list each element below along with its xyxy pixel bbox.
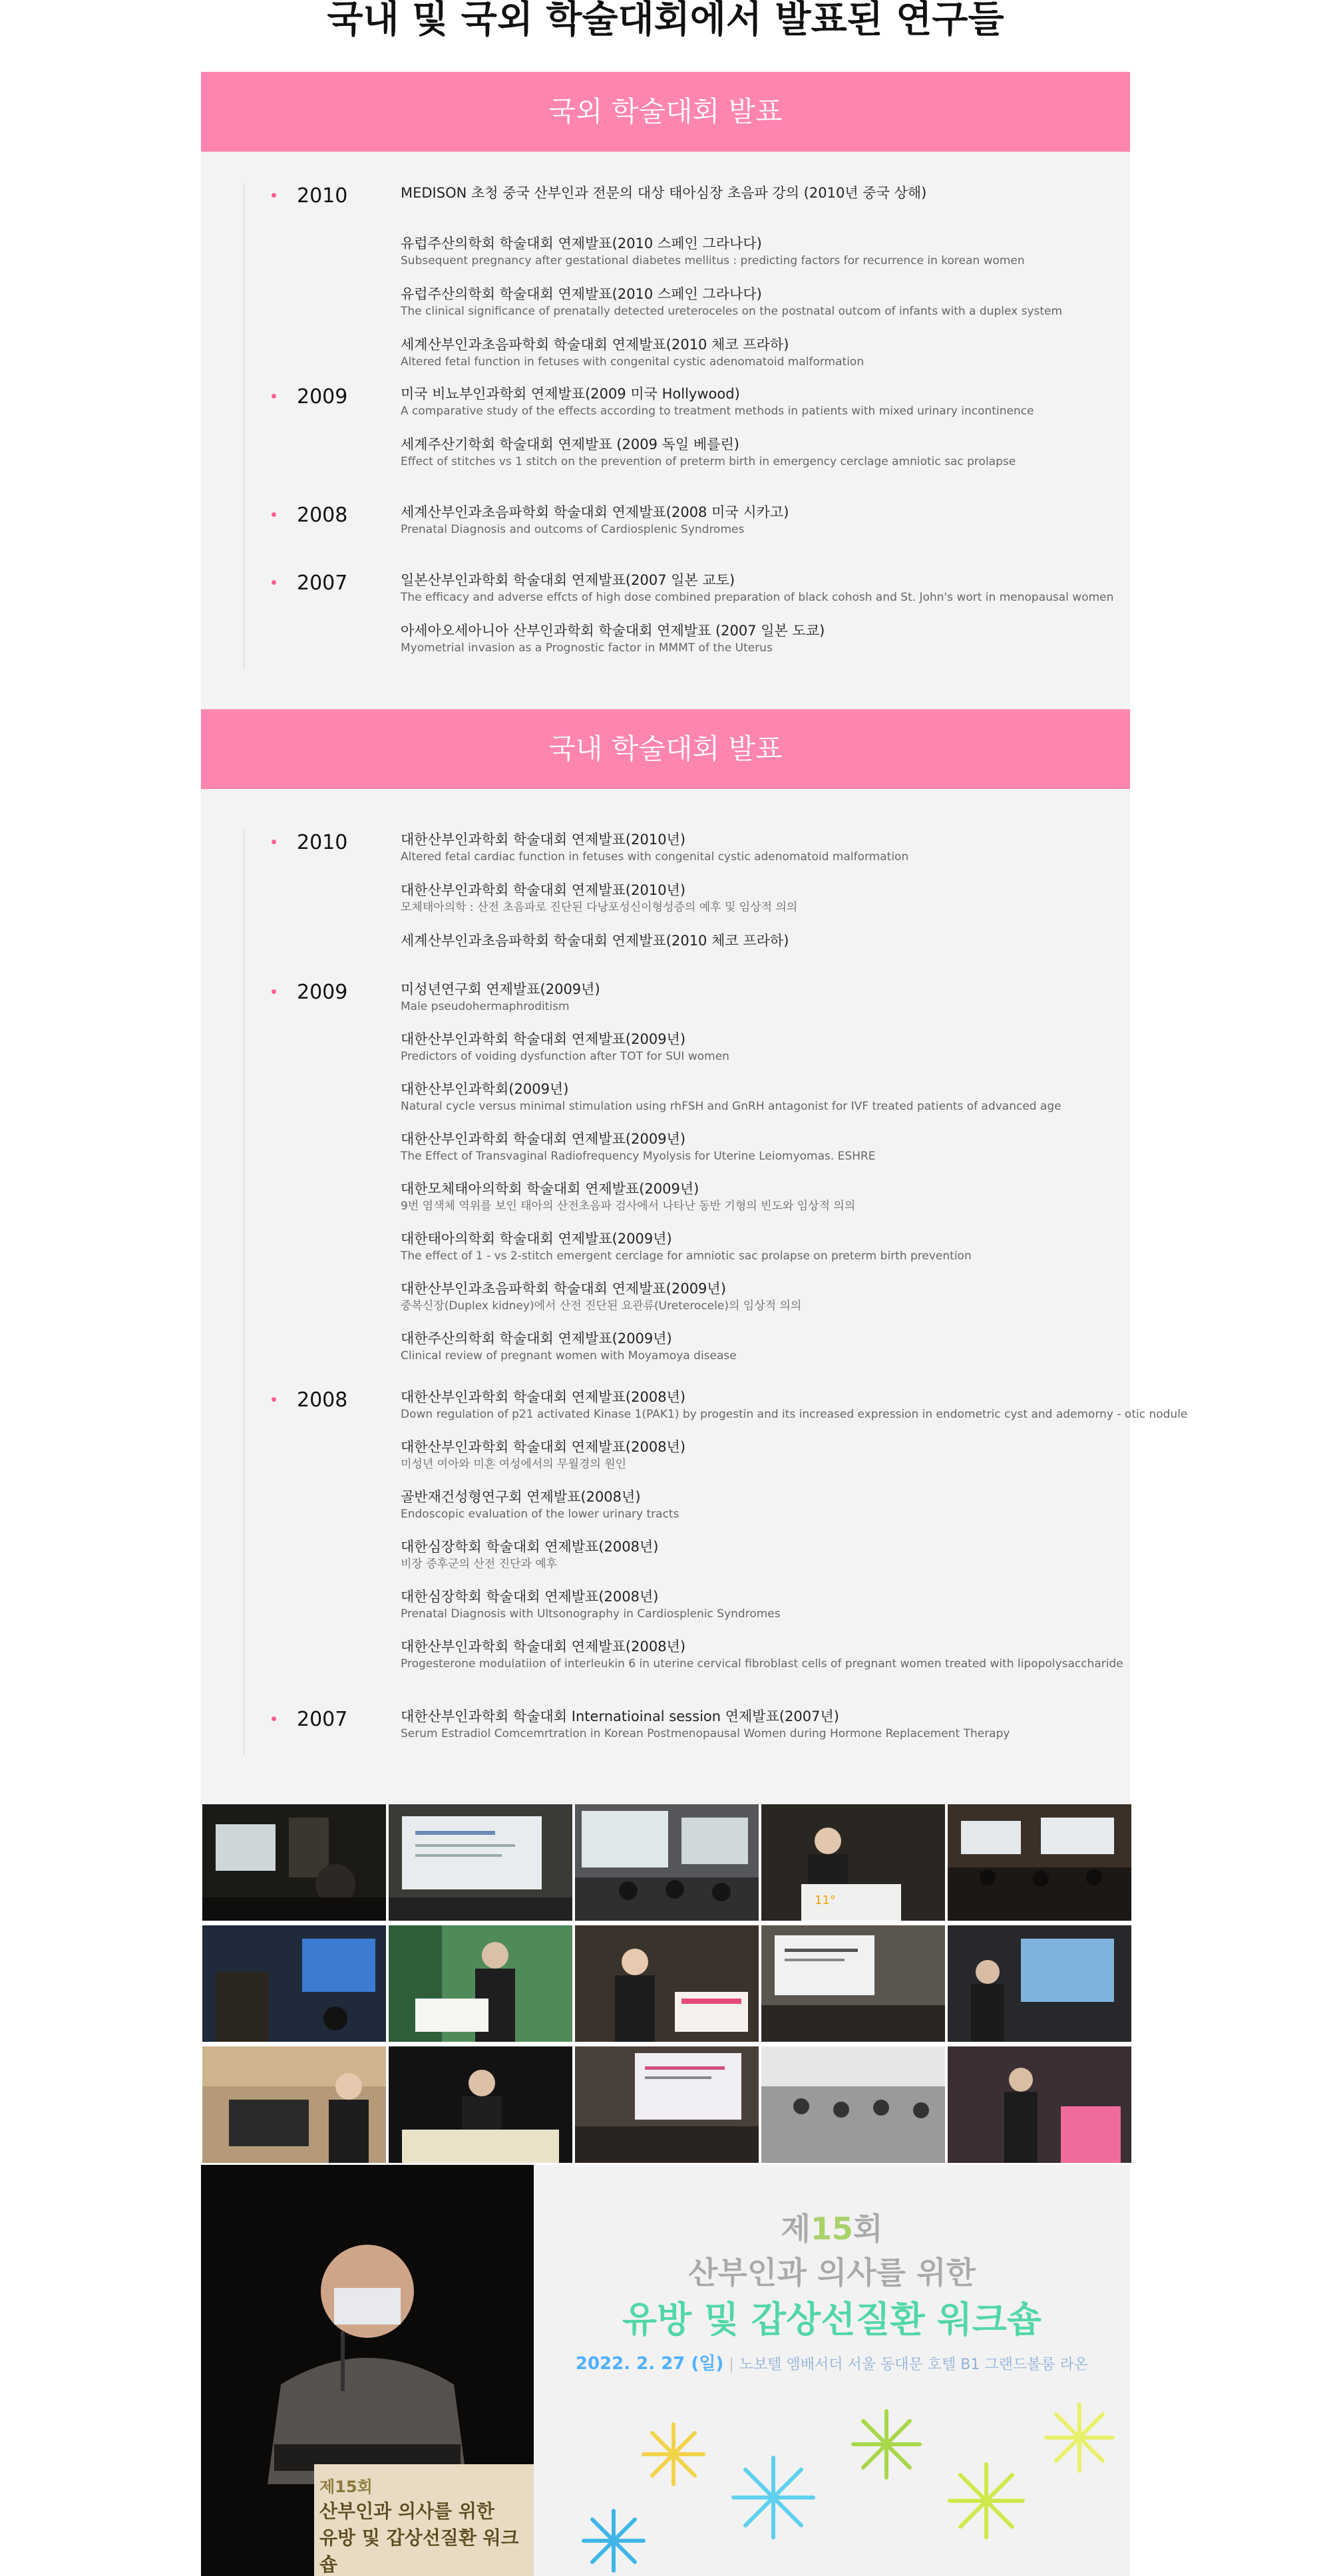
gallery-photo: [761, 1804, 945, 1921]
domestic-timeline: [244, 830, 1188, 1795]
presentation-subtitle: 모체태아의학 : 산전 초음파로 진단된 다낭포성신이형성증의 예후 및 임상적 의의: [401, 901, 798, 914]
presentation-title: 대한산부인과학회 학술대회 연제발표(2009년): [401, 1131, 686, 1147]
presentation-entry: [401, 621, 1106, 656]
presentation-entry: [401, 1080, 1106, 1114]
gallery-photo: [948, 2046, 1131, 2163]
page-title: 국내 및 국외 학술대회에서 발표된 연구들: [327, 0, 1004, 41]
gallery-photo: [389, 1925, 572, 2042]
presentation-subtitle: 9번 염색체 역위를 보인 태아의 산전초음파 검사에서 나타난 동반 기형의 빈도와 임상적 의의: [401, 1200, 856, 1213]
presentation-subtitle: The Effect of Transvaginal Radiofrequency Myolysis for Uterine Leiomyomas. ESHRE: [401, 1150, 876, 1163]
workshop-banner: [201, 2165, 1130, 2576]
timeline-dot: [272, 1397, 276, 1402]
presentation-title: 미국 비뇨부인과학회 연제발표(2009 미국 Hollywood): [401, 386, 740, 402]
gallery-photo: [575, 1804, 759, 1921]
presentation-entry: [401, 1438, 1106, 1472]
presentation-title: 대한산부인과학회(2009년): [401, 1081, 569, 1097]
presentation-entry: [401, 1707, 1106, 1742]
presentation-entry: [401, 1329, 1106, 1364]
presentation-title: 대한산부인과학회 학술대회 연제발표(2008년): [401, 1389, 686, 1405]
presentation-title: 대한산부인과학회 학술대회 Internatioinal session 연제발표(2007년): [401, 1708, 839, 1724]
presentation-entry: [401, 1130, 1106, 1164]
timeline-dot: [272, 840, 276, 844]
presentation-entry: [401, 881, 1106, 915]
presentation-title: 유럽주산의학회 학술대회 연제발표(2010 스페인 그라나다): [401, 236, 762, 251]
gallery-photo: [389, 1804, 572, 1921]
presentation-subtitle: 미성년 여아와 미혼 여성에서의 무월경의 원인: [401, 1458, 627, 1471]
international-timeline: [244, 184, 1114, 716]
presentation-entry: [401, 1637, 1123, 1672]
gallery-photo: [575, 1925, 759, 2042]
presentation-subtitle: Myometrial invasion as a Prognostic factor in MMMT of the Uterus: [401, 641, 773, 655]
presentation-subtitle: The clinical significance of prenatally detected ureteroceles on the postnatal outcom of infants with a duplex system: [401, 305, 1063, 318]
presentation-entry: [401, 1229, 1106, 1264]
gallery-photo: [948, 1804, 1131, 1921]
presentation-subtitle: Clinical review of pregnant women with Moyamoya disease: [401, 1349, 737, 1363]
presentation-title: 유럽주산의학회 학술대회 연제발표(2010 스페인 그라나다): [401, 286, 762, 302]
gallery-photo: [761, 1925, 945, 2042]
presentation-title: 세계주산기학회 학술대회 연제발표 (2009 독일 베를린): [401, 436, 739, 452]
presentation-subtitle: Altered fetal function in fetuses with congenital cystic adenomatoid malformation: [401, 355, 864, 369]
presentation-title: 세계산부인과초음파학회 학술대회 연제발표(2010 체코 프라하): [401, 337, 789, 353]
presentation-subtitle: The efficacy and adverse effcts of high dose combined preparation of black cohosh and St. John's wort in menopausal women: [401, 591, 1114, 604]
flower-decoration: [574, 2384, 1130, 2576]
banner-line2: 유방 및 갑상선질환 워크숍: [622, 2299, 1042, 2340]
year-label: 2007: [297, 571, 348, 595]
presentation-subtitle: Endoscopic evaluation of the lower urinary tracts: [401, 1508, 679, 1521]
presentation-subtitle: A comparative study of the effects according to treatment methods in patients with mixed urinary incontinence: [401, 404, 1034, 418]
presentation-title: 대한주산의학회 학술대회 연제발표(2009년): [401, 1331, 672, 1347]
presentation-entry: [401, 830, 1106, 865]
presentation-title: 대한심장학회 학술대회 연제발표(2008년): [401, 1539, 659, 1555]
banner-line1: 산부인과 의사를 위한: [688, 2255, 976, 2291]
gallery-photo: [202, 2046, 386, 2163]
banner-round: 제15회: [781, 2211, 883, 2247]
presentation-entry: [401, 385, 1106, 419]
presentation-entry: [401, 1030, 1106, 1064]
presentation-entry: [401, 1488, 1106, 1522]
podium-line2: 유방 및 갑상선질환 워크숍: [319, 2527, 519, 2575]
gallery-photo: [761, 2046, 945, 2163]
year-label: 2010: [297, 184, 348, 208]
presentation-title: MEDISON 초청 중국 산부인과 전문의 대상 태아심장 초음파 강의 (2010년 중국 상해): [401, 185, 927, 201]
presentation-title: 대한태아의학회 학술대회 연제발표(2009년): [401, 1231, 672, 1247]
presentation-title: 세계산부인과초음파학회 학술대회 연제발표(2010 체코 프라하): [401, 933, 789, 949]
presentation-subtitle: The effect of 1 - vs 2-stitch emergent cerclage for amniotic sac prolapse on preterm birth prevention: [401, 1249, 972, 1263]
year-label: 2008: [297, 1388, 348, 1412]
domestic-header: 국내 학술대회 발표: [201, 709, 1130, 789]
presentation-subtitle: Prenatal Diagnosis with Ultsonography in Cardiosplenic Syndromes: [401, 1607, 781, 1621]
presentation-entry: [401, 1279, 1106, 1314]
presentation-entry: [401, 285, 1106, 319]
presentation-title: 대한산부인과학회 학술대회 연제발표(2010년): [401, 832, 686, 848]
presentation-title: 일본산부인과학회 학술대회 연제발표(2007 일본 교토): [401, 572, 735, 588]
gallery-photo: [202, 1804, 386, 1921]
presentation-title: 대한산부인과학회 학술대회 연제발표(2008년): [401, 1639, 686, 1655]
presentation-subtitle: Prenatal Diagnosis and outcoms of Cardiosplenic Syndromes: [401, 523, 745, 536]
presentation-subtitle: Effect of stitches vs 1 stitch on the prevention of preterm birth in emergency cerclage amniotic sac prolapse: [401, 455, 1016, 468]
presentation-title: 대한산부인과학회 학술대회 연제발표(2009년): [401, 1031, 686, 1047]
presentation-title: 대한산부인과학회 학술대회 연제발표(2010년): [401, 882, 686, 898]
presentation-entry: [401, 503, 1106, 538]
timeline-dot: [272, 512, 276, 517]
international-header: 국외 학술대회 발표: [201, 72, 1130, 152]
presentation-title: 세계산부인과초음파학회 학술대회 연제발표(2008 미국 시카고): [401, 504, 789, 520]
banner-date-venue: 2022. 2. 27 (일) | 노보텔 앰배서더 서울 동대문 호텔 B1 그랜드볼룸 라온: [575, 2354, 1089, 2374]
presentation-subtitle: Predictors of voiding dysfunction after TOT for SUI women: [401, 1050, 729, 1063]
podium-round: 제15회: [319, 2478, 373, 2496]
presentation-title: 대한모체태아의학회 학술대회 연제발표(2009년): [401, 1181, 699, 1197]
presentation-title: 골반재건성형연구회 연제발표(2008년): [401, 1489, 641, 1505]
presentation-title: 대한심장학회 학술대회 연제발표(2008년): [401, 1589, 659, 1605]
presentation-title: 아세아오세아니아 산부인과학회 학술대회 연제발표 (2007 일본 도쿄): [401, 623, 825, 639]
presentation-entry: [401, 980, 1106, 1015]
presentation-entry: [401, 1180, 1106, 1214]
presentation-entry: [401, 1388, 1188, 1422]
timeline-dot: [272, 394, 276, 399]
year-label: 2010: [297, 831, 348, 854]
presentation-subtitle: Altered fetal cardiac function in fetuses with congenital cystic adenomatoid malformation: [401, 850, 909, 864]
presentation-subtitle: Serum Estradiol Comcemrtration in Korean Postmenopausal Women during Hormone Replacement Therapy: [401, 1727, 1010, 1740]
presentation-subtitle: Progesterone modulatiion of interleukin 6 in uterine cervical fibroblast cells of pregnant women treated with lipopolysaccharide: [401, 1657, 1123, 1671]
timeline-dot: [272, 580, 276, 585]
podium-line1: 산부인과 의사를 위한: [319, 2500, 494, 2522]
year-label: 2009: [297, 981, 348, 1004]
gallery-photo: [575, 2046, 759, 2163]
year-label: 2008: [297, 504, 348, 527]
timeline-dot: [272, 989, 276, 994]
domestic-section: [201, 709, 1188, 1804]
presentation-subtitle: Male pseudohermaphroditism: [401, 1000, 570, 1013]
presentation-entry: [401, 435, 1106, 470]
presentation-entry: [401, 234, 1106, 269]
international-section: [201, 72, 1130, 717]
svg-text:11°: 11°: [815, 1893, 836, 1907]
presentation-subtitle: Subsequent pregnancy after gestational diabetes mellitus : predicting factors for recurrence in korean women: [401, 254, 1025, 267]
presentation-subtitle: Down regulation of p21 activated Kinase 1(PAK1) by progestin and its increased expression in endometric cyst and ademorny - otic nodule: [401, 1408, 1188, 1421]
presentation-entry: [401, 335, 1106, 370]
gallery-photo: [948, 1925, 1131, 2042]
year-label: 2009: [297, 385, 348, 408]
timeline-dot: [272, 1716, 276, 1721]
gallery-photo: [202, 1925, 386, 2042]
timeline-dot: [272, 193, 276, 198]
presentation-subtitle: Natural cycle versus minimal stimulation using rhFSH and GnRH antagonist for IVF treated patients of advanced age: [401, 1100, 1061, 1113]
presentation-title: 대한산부인과초음파학회 학술대회 연제발표(2009년): [401, 1281, 726, 1297]
year-label: 2007: [297, 1708, 348, 1731]
presentation-entry: [401, 571, 1114, 605]
presentation-entry: [401, 1587, 1106, 1622]
photo-gallery: [201, 1804, 1130, 2164]
presentation-title: 대한산부인과학회 학술대회 연제발표(2008년): [401, 1439, 686, 1455]
podium-sign: [319, 2474, 526, 2576]
presentation-entry: [401, 1537, 1106, 1572]
presentation-title: 미성년연구회 연제발표(2009년): [401, 981, 600, 997]
presentation-subtitle: 비장 증후군의 산전 진단과 예후: [401, 1557, 558, 1571]
presentation-subtitle: 중복신장(Duplex kidney)에서 산전 진단된 요관류(Ureterocele)의 임상적 의의: [401, 1299, 802, 1313]
presentation-entry: [401, 184, 1106, 202]
presentation-entry: [401, 931, 1106, 950]
gallery-photo: [389, 2046, 572, 2163]
